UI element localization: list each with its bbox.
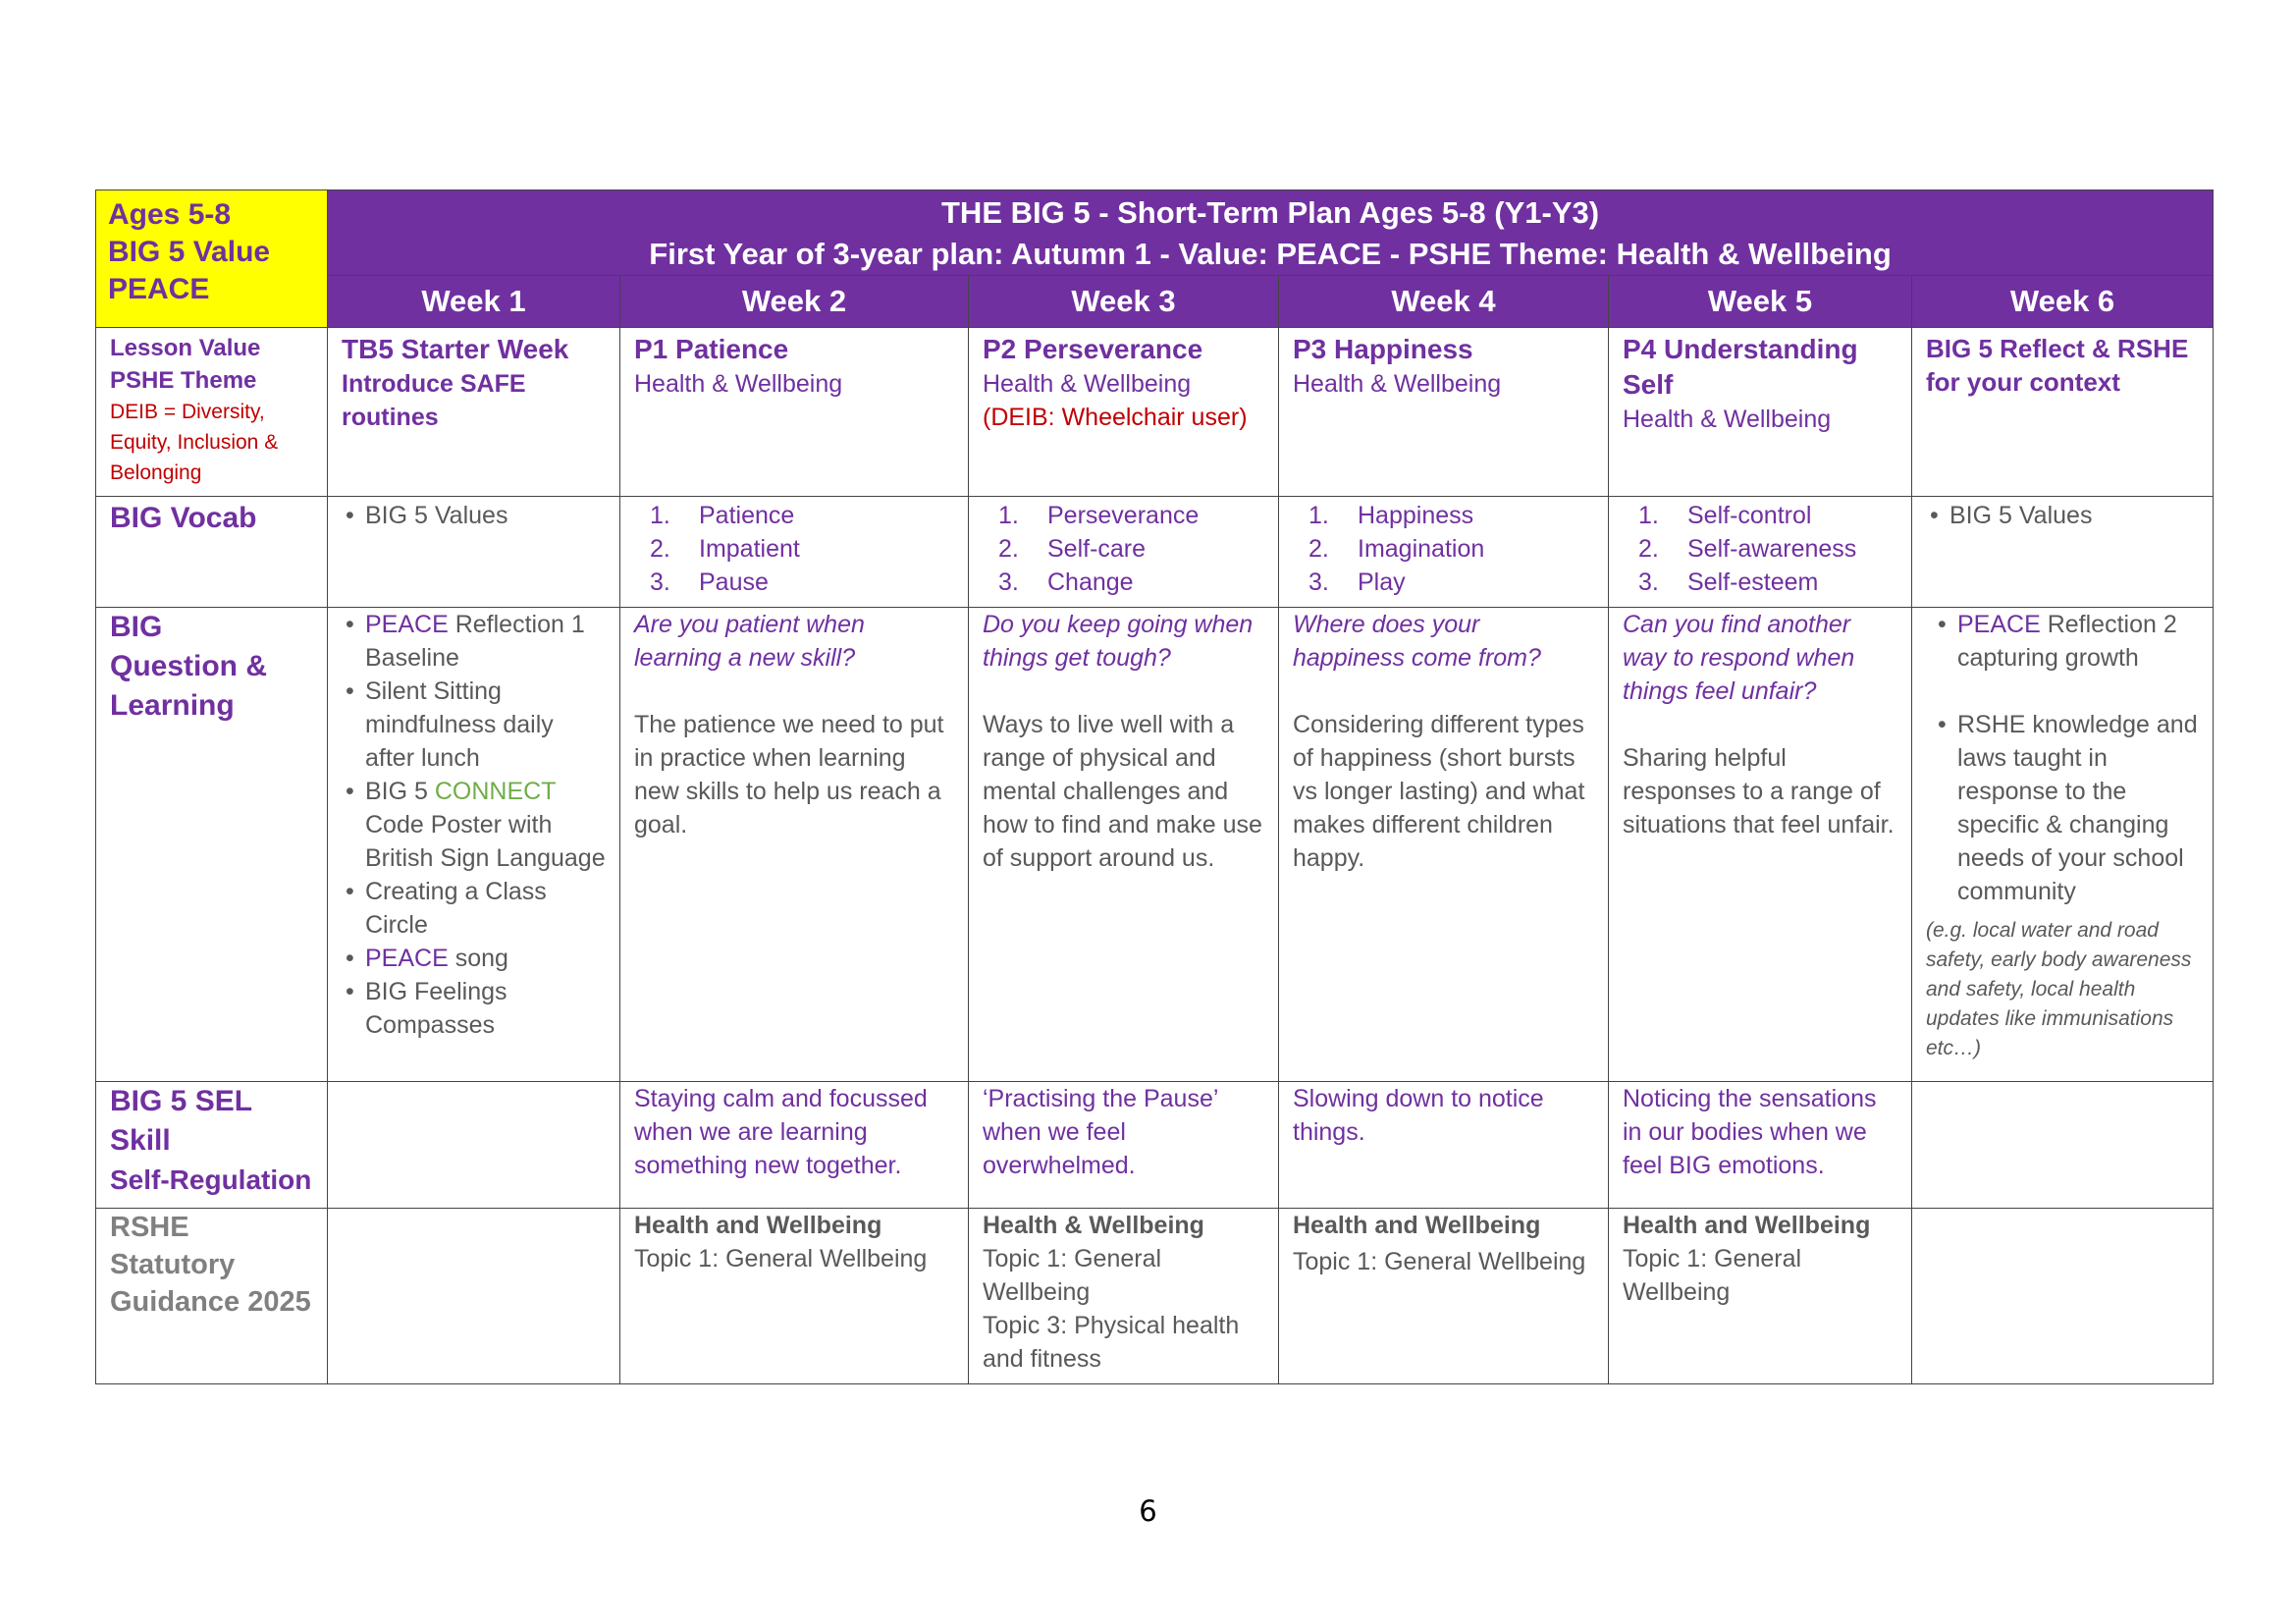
rshe-topic: Topic 3: Physical health and fitness <box>983 1312 1240 1373</box>
row-label-question <box>96 608 328 1082</box>
skill-week2: Staying calm and focussed when we are learning something new together. <box>620 1082 969 1209</box>
list-number: 3. <box>1638 568 1659 596</box>
vocab-item: • BIG 5 Values <box>1949 499 2199 532</box>
lesson-week5 <box>1609 328 1912 497</box>
big-question: Are you patient when learning a new skill? <box>634 611 865 672</box>
vocab-item: Self-care <box>1047 535 1147 563</box>
guidance-year-label: Guidance 2025 <box>110 1286 311 1318</box>
lesson-week2 <box>620 328 969 497</box>
plan-title: THE BIG 5 - Short-Term Plan Ages 5-8 (Y1-Y3) <box>941 195 1600 230</box>
lesson-title: BIG 5 Reflect & RSHE for your context <box>1926 334 2189 397</box>
row-label-lesson <box>96 328 328 497</box>
big-question-label: BIG Question & Learning <box>110 611 268 722</box>
rshe-heading: Health and Wellbeing <box>1623 1212 1871 1239</box>
learning-text: The patience we need to put in practice when learning new skills to help us reach a goal. <box>634 711 944 839</box>
question-row <box>96 608 2214 1082</box>
question-week3 <box>969 608 1279 1082</box>
vocab-item: Play <box>1358 568 1406 596</box>
lesson-title: P3 Happiness <box>1293 334 1473 364</box>
week-header-row <box>96 276 2214 328</box>
big-question: Do you keep going when things get tough? <box>983 611 1254 672</box>
big5-value-label: BIG 5 Value <box>108 236 271 268</box>
lesson-title: P4 Understanding Self <box>1623 334 1858 400</box>
lesson-theme: Health & Wellbeing <box>1623 406 1832 433</box>
learning-text: Sharing helpful responses to a range of situations that feel unfair. <box>1623 744 1895 839</box>
vocab-week6 <box>1912 497 2214 608</box>
vocab-item: Imagination <box>1358 535 1485 563</box>
week-header: Week 3 <box>969 276 1279 328</box>
self-regulation-label: Self-Regulation <box>110 1164 312 1195</box>
row-label-rshe <box>96 1209 328 1384</box>
context-examples-note: (e.g. local water and road safety, early body awareness and safety, local health updates like immunisations etc…) <box>1926 919 2192 1059</box>
list-item: • RSHE knowledge and laws taught in response to the specific & changing needs of your school community <box>1957 708 2199 908</box>
list-number: 1. <box>1308 502 1329 529</box>
lesson-theme: Introduce SAFE routines <box>342 370 526 431</box>
lesson-theme: Health & Wellbeing <box>1293 370 1502 398</box>
rshe-topic: Topic 1: General Wellbeing <box>634 1245 928 1272</box>
list-number: 1. <box>1638 502 1659 529</box>
list-number: 3. <box>650 568 670 596</box>
rshe-week1 <box>328 1209 620 1384</box>
lesson-row <box>96 328 2214 497</box>
rshe-topic: Topic 1: General Wellbeing <box>1293 1248 1586 1275</box>
pshe-theme-label: PSHE Theme <box>110 367 257 394</box>
big-question: Where does your happiness come from? <box>1293 611 1541 672</box>
big-question: Can you find another way to respond when things feel unfair? <box>1623 611 1855 705</box>
rshe-topic: Topic 1: General Wellbeing <box>1623 1245 1802 1306</box>
rshe-week6 <box>1912 1209 2214 1384</box>
sel-skill-label: BIG 5 SEL Skill <box>110 1085 252 1157</box>
list-item <box>365 608 606 675</box>
ages-label: Ages 5-8 <box>108 198 232 231</box>
list-item: • BIG Feelings Compasses <box>365 975 606 1042</box>
vocab-item: Happiness <box>1358 502 1474 529</box>
lesson-week1 <box>328 328 620 497</box>
question-week6 <box>1912 608 2214 1082</box>
week-header: Week 1 <box>328 276 620 328</box>
lesson-week3 <box>969 328 1279 497</box>
list-number: 1. <box>650 502 670 529</box>
list-number: 2. <box>650 535 670 563</box>
vocab-item: Self-control <box>1687 502 1812 529</box>
row-label-vocab <box>96 497 328 608</box>
vocab-item: • BIG 5 Values <box>365 499 606 532</box>
vocab-item: Self-esteem <box>1687 568 1819 596</box>
lesson-title: P1 Patience <box>634 334 789 364</box>
week-header: Week 4 <box>1279 276 1609 328</box>
vocab-week1 <box>328 497 620 608</box>
list-item: • Silent Sitting mindfulness daily after lunch <box>365 675 606 775</box>
question-week4 <box>1279 608 1609 1082</box>
vocab-week4 <box>1279 497 1609 608</box>
connect-word: CONNECT <box>434 778 557 805</box>
rshe-week2 <box>620 1209 969 1384</box>
peace-word: PEACE <box>365 611 449 638</box>
list-number: 3. <box>998 568 1019 596</box>
list-item: • Creating a Class Circle <box>365 875 606 942</box>
reflection-text: Reflection 1 Baseline <box>365 611 585 672</box>
week-header: Week 2 <box>620 276 969 328</box>
rshe-heading: Health & Wellbeing <box>983 1212 1204 1239</box>
lesson-value-label: Lesson Value <box>110 335 261 361</box>
big5-word: BIG 5 <box>365 778 435 805</box>
reflection-text: Reflection 2 capturing growth <box>1957 611 2177 672</box>
rshe-week3 <box>969 1209 1279 1384</box>
rshe-topic: Topic 1: General Wellbeing <box>983 1245 1162 1306</box>
rshe-statutory-label: RSHE Statutory <box>110 1212 236 1280</box>
plan-title-cell <box>328 190 2214 276</box>
rshe-week5 <box>1609 1209 1912 1384</box>
list-number: 1. <box>998 502 1019 529</box>
short-term-plan-table <box>95 189 2214 1384</box>
rshe-heading: Health and Wellbeing <box>634 1212 882 1239</box>
lesson-week6 <box>1912 328 2214 497</box>
vocab-item: Patience <box>699 502 795 529</box>
row-label-skill <box>96 1082 328 1209</box>
peace-word: PEACE <box>1957 611 2041 638</box>
list-number: 3. <box>1308 568 1329 596</box>
rshe-heading: Health and Wellbeing <box>1293 1212 1541 1239</box>
vocab-row <box>96 497 2214 608</box>
lesson-theme: Health & Wellbeing <box>983 370 1192 398</box>
vocab-week3 <box>969 497 1279 608</box>
lesson-title: P2 Perseverance <box>983 334 1203 364</box>
rshe-row <box>96 1209 2214 1384</box>
vocab-item: Impatient <box>699 535 800 563</box>
skill-week6 <box>1912 1082 2214 1209</box>
deib-definition: DEIB = Diversity, Equity, Inclusion & Belonging <box>110 401 279 484</box>
list-number: 2. <box>998 535 1019 563</box>
song-text: song <box>448 945 508 972</box>
connect-rest: Code Poster with British Sign Language <box>365 811 606 872</box>
list-item <box>365 942 606 975</box>
peace-word: PEACE <box>365 945 449 972</box>
header-title-row <box>96 190 2214 276</box>
learning-text: Considering different types of happiness (short bursts vs longer lasting) and what makes different children happy. <box>1293 711 1585 872</box>
vocab-week2 <box>620 497 969 608</box>
deib-note: (DEIB: Wheelchair user) <box>983 404 1248 431</box>
lesson-week4 <box>1279 328 1609 497</box>
learning-text: Ways to live well with a range of physical and mental challenges and how to find and make use of support around us. <box>983 711 1262 872</box>
skill-week5: Noticing the sensations in our bodies when we feel BIG emotions. <box>1609 1082 1912 1209</box>
vocab-item: Pause <box>699 568 769 596</box>
skill-row <box>96 1082 2214 1209</box>
page-number: 6 <box>1139 1494 1157 1528</box>
plan-subtitle: First Year of 3-year plan: Autumn 1 - Value: PEACE - PSHE Theme: Health & Wellbeing <box>649 237 1892 271</box>
list-item <box>1957 608 2199 675</box>
value-corner-cell <box>96 190 328 328</box>
list-number: 2. <box>1638 535 1659 563</box>
skill-week4: Slowing down to notice things. <box>1279 1082 1609 1209</box>
lesson-theme: Health & Wellbeing <box>634 370 843 398</box>
lesson-title: TB5 Starter Week <box>342 334 569 364</box>
vocab-item: Self-awareness <box>1687 535 1857 563</box>
vocab-item: Change <box>1047 568 1134 596</box>
week-header: Week 6 <box>1912 276 2214 328</box>
rshe-week4 <box>1279 1209 1609 1384</box>
value-name: PEACE <box>108 273 210 305</box>
vocab-week5 <box>1609 497 1912 608</box>
week-header: Week 5 <box>1609 276 1912 328</box>
big-vocab-label: BIG Vocab <box>110 502 257 534</box>
skill-week3: ‘Practising the Pause’ when we feel overwhelmed. <box>969 1082 1279 1209</box>
question-week2 <box>620 608 969 1082</box>
list-number: 2. <box>1308 535 1329 563</box>
question-week1 <box>328 608 620 1082</box>
vocab-item: Perseverance <box>1047 502 1200 529</box>
skill-week1 <box>328 1082 620 1209</box>
question-week5 <box>1609 608 1912 1082</box>
list-item <box>365 775 606 875</box>
